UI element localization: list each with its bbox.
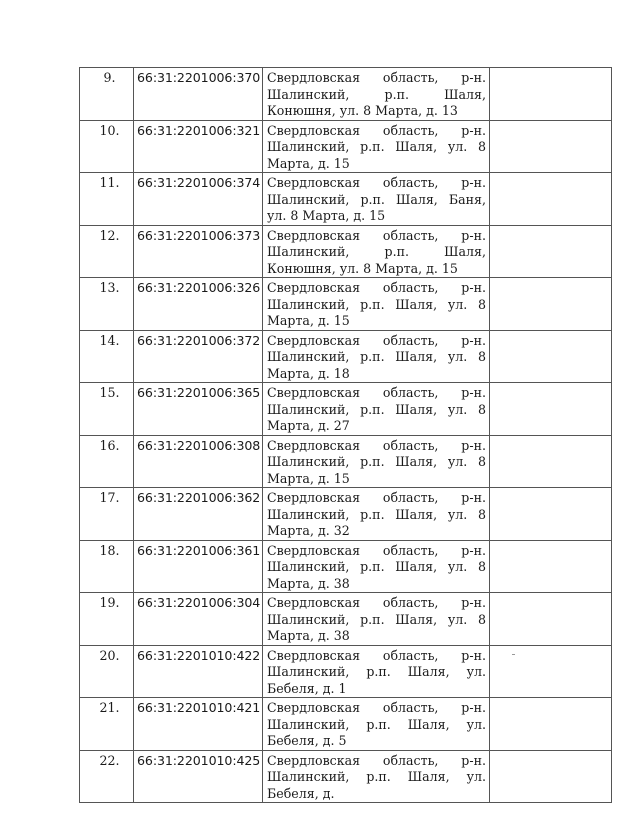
property-table bbox=[79, 67, 612, 803]
row-number: 10. bbox=[99, 122, 120, 138]
row-number-cell bbox=[80, 330, 134, 383]
table-row bbox=[80, 488, 612, 541]
empty-cell-cell bbox=[490, 278, 612, 331]
row-number: 14. bbox=[99, 332, 120, 348]
address: Свердловская область, р-н. Шалинский, р.п. Шаля, ул. 8 Марта, д. 15 bbox=[267, 280, 486, 328]
address-cell bbox=[263, 698, 490, 751]
row-number-cell bbox=[80, 540, 134, 593]
row-number: 9. bbox=[103, 70, 116, 85]
table-row bbox=[80, 540, 612, 593]
cadastral-number-cell bbox=[134, 225, 263, 278]
address: Свердловская область, р-н. Шалинский, р.п. Шаля, ул. 8 Марта, д. 32 bbox=[267, 490, 486, 538]
address-cell bbox=[263, 68, 490, 121]
table-row bbox=[80, 173, 612, 226]
table-row bbox=[80, 383, 612, 436]
address: Свердловская область, р-н. Шалинский, р.п. Шаля, Конюшня, ул. 8 Марта, д. 15 bbox=[267, 227, 486, 276]
cadastral-number: 66:31:2201006:361 bbox=[137, 542, 261, 558]
cadastral-number: 66:31:2201010:421 bbox=[137, 700, 261, 715]
row-number: 22. bbox=[99, 752, 120, 768]
empty-cell-cell bbox=[490, 645, 612, 698]
cadastral-number-cell bbox=[134, 330, 263, 383]
empty-cell-cell bbox=[490, 225, 612, 278]
cadastral-number-cell bbox=[134, 173, 263, 226]
cadastral-number: 66:31:2201006:372 bbox=[137, 332, 261, 348]
cadastral-number-cell bbox=[134, 68, 263, 121]
address: Свердловская область, р-н. Шалинский, р.п. Шаля, ул. 8 Марта, д. 38 bbox=[267, 595, 486, 643]
cadastral-number-cell bbox=[134, 488, 263, 541]
row-number-cell bbox=[80, 68, 134, 121]
address-cell bbox=[263, 120, 490, 173]
cadastral-number-cell bbox=[134, 278, 263, 331]
row-number-cell bbox=[80, 278, 134, 331]
row-number: 18. bbox=[99, 542, 120, 558]
cadastral-number: 66:31:2201006:374 bbox=[137, 175, 261, 190]
empty-cell-cell bbox=[490, 698, 612, 751]
address-cell bbox=[263, 750, 490, 803]
cadastral-number-cell bbox=[134, 750, 263, 803]
cadastral-number: 66:31:2201006:362 bbox=[137, 490, 261, 505]
cadastral-number-cell bbox=[134, 435, 263, 488]
row-number: 12. bbox=[99, 227, 120, 243]
cadastral-number-cell bbox=[134, 540, 263, 593]
table-row bbox=[80, 645, 612, 698]
cadastral-number-cell bbox=[134, 383, 263, 436]
cadastral-number: 66:31:2201006:321 bbox=[137, 122, 261, 138]
empty-cell-cell bbox=[490, 540, 612, 593]
empty-cell-cell bbox=[490, 750, 612, 803]
address: Свердловская область, р-н. Шалинский, р.п. Шаля, ул. 8 Марта, д. 27 bbox=[267, 385, 486, 433]
row-number-cell bbox=[80, 225, 134, 278]
cadastral-number: 66:31:2201010:422 bbox=[137, 647, 261, 663]
table-row bbox=[80, 225, 612, 278]
property-table-body bbox=[80, 68, 612, 803]
row-number-cell bbox=[80, 383, 134, 436]
row-number-cell bbox=[80, 645, 134, 698]
address: Свердловская область, р-н. Шалинский, р.п. Шаля, ул. 8 Марта, д. 38 bbox=[267, 542, 486, 591]
cadastral-number: 66:31:2201006:370 bbox=[137, 70, 261, 85]
row-number-cell bbox=[80, 593, 134, 646]
table-row bbox=[80, 330, 612, 383]
cadastral-number-cell bbox=[134, 593, 263, 646]
table-row bbox=[80, 278, 612, 331]
address: Свердловская область, р-н. Шалинский, р.п. Шаля, ул. Бебеля, д. bbox=[267, 752, 486, 801]
cadastral-number-cell bbox=[134, 698, 263, 751]
address-cell bbox=[263, 435, 490, 488]
row-number-cell bbox=[80, 698, 134, 751]
cadastral-number: 66:31:2201006:373 bbox=[137, 227, 261, 243]
table-row bbox=[80, 593, 612, 646]
row-number: 15. bbox=[99, 385, 120, 400]
table-row bbox=[80, 120, 612, 173]
address: Свердловская область, р-н. Шалинский, р.п. Шаля, ул. 8 Марта, д. 18 bbox=[267, 332, 486, 381]
cadastral-number: 66:31:2201006:308 bbox=[137, 437, 261, 453]
cadastral-number: 66:31:2201006:326 bbox=[137, 280, 261, 295]
address-cell bbox=[263, 593, 490, 646]
cadastral-number: 66:31:2201010:425 bbox=[137, 752, 261, 768]
empty-cell-cell bbox=[490, 173, 612, 226]
table-row bbox=[80, 68, 612, 121]
address: Свердловская область, р-н. Шалинский, р.п. Шаля, ул. Бебеля, д. 1 bbox=[267, 647, 486, 696]
row-number: 17. bbox=[99, 490, 120, 505]
table-row bbox=[80, 698, 612, 751]
row-number-cell bbox=[80, 173, 134, 226]
address-cell bbox=[263, 330, 490, 383]
empty-cell-cell bbox=[490, 120, 612, 173]
cadastral-number-cell bbox=[134, 120, 263, 173]
address-cell bbox=[263, 225, 490, 278]
row-number: 16. bbox=[99, 437, 120, 453]
empty-cell-cell bbox=[490, 435, 612, 488]
cadastral-number-cell bbox=[134, 645, 263, 698]
row-number: 11. bbox=[99, 175, 120, 190]
row-number-cell bbox=[80, 488, 134, 541]
empty-cell-cell bbox=[490, 330, 612, 383]
cadastral-number: 66:31:2201006:365 bbox=[137, 385, 261, 400]
empty-cell-cell bbox=[490, 488, 612, 541]
table-row bbox=[80, 435, 612, 488]
row-number-cell bbox=[80, 750, 134, 803]
empty-cell-cell bbox=[490, 383, 612, 436]
row-number: 13. bbox=[99, 280, 120, 295]
empty-cell-cell bbox=[490, 593, 612, 646]
row-number-cell bbox=[80, 435, 134, 488]
address-cell bbox=[263, 173, 490, 226]
address-cell bbox=[263, 488, 490, 541]
address: Свердловская область, р-н. Шалинский, р.п. Шаля, ул. Бебеля, д. 5 bbox=[267, 700, 486, 748]
address: Свердловская область, р-н. Шалинский, р.п. Шаля, ул. 8 Марта, д. 15 bbox=[267, 437, 486, 486]
address-cell bbox=[263, 540, 490, 593]
table-row bbox=[80, 750, 612, 803]
address: Свердловская область, р-н. Шалинский, р.п. Шаля, ул. 8 Марта, д. 15 bbox=[267, 122, 486, 171]
address: Свердловская область, р-н. Шалинский, р.п. Шаля, Конюшня, ул. 8 Марта, д. 13 bbox=[267, 70, 486, 118]
address: Свердловская область, р-н. Шалинский, р.п. Шаля, Баня, ул. 8 Марта, д. 15 bbox=[267, 175, 486, 223]
address-cell bbox=[263, 645, 490, 698]
address-cell bbox=[263, 278, 490, 331]
scan-artifact bbox=[512, 654, 515, 655]
empty-cell-cell bbox=[490, 68, 612, 121]
cadastral-number: 66:31:2201006:304 bbox=[137, 595, 261, 610]
row-number: 19. bbox=[99, 595, 120, 610]
address-cell bbox=[263, 383, 490, 436]
row-number: 21. bbox=[99, 700, 120, 715]
row-number: 20. bbox=[99, 647, 120, 663]
row-number-cell bbox=[80, 120, 134, 173]
